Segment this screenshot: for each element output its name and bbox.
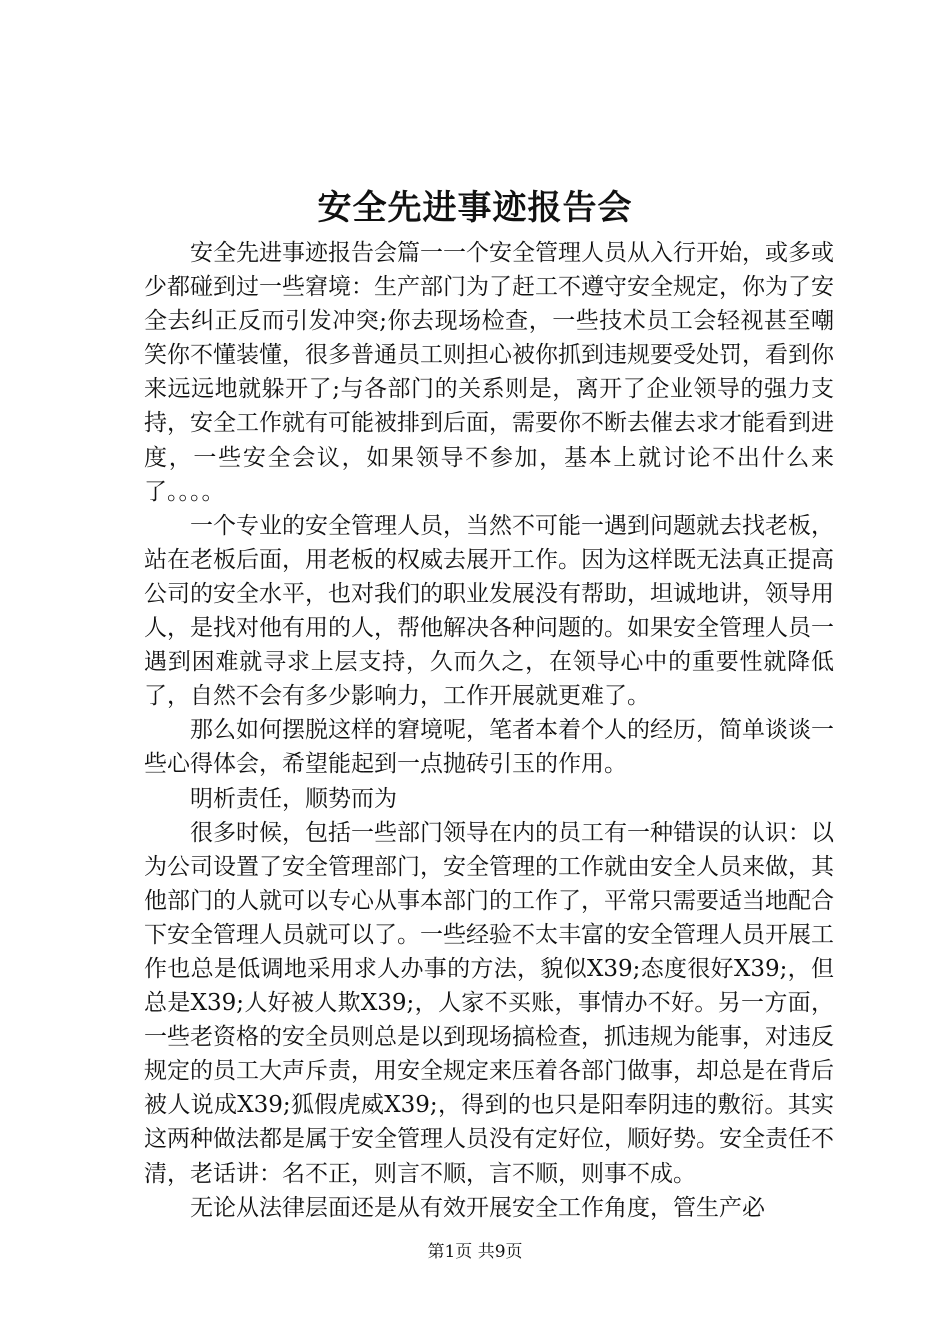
paragraph-continued: 无论从法律层面还是从有效开展安全工作角度，管生产必: [190, 1194, 765, 1221]
document-title: 安全先进事迹报告会: [317, 188, 633, 228]
paragraph-professional: 一个专业的安全管理人员，当然不可能一遇到问题就去找老板，站在老板后面，用老板的权威去展开工作。因为这样既无法真正提高公司的安全水平，也对我们的职业发展没有帮助，坦诚地讲，领导用人，是找对他有用的人，帮他解决各种问题的。如果安全管理人员一遇到困难就寻求上层支持，久而久之，在领导心中的重要性就降低了，自然不会有多少影响力，工作开展就更难了。: [144, 512, 834, 710]
page-footer: 第1页 共9页: [427, 1242, 523, 1262]
paragraph-responsibility: 很多时候，包括一些部门领导在内的员工有一种错误的认识：以为公司设置了安全管理部门，安全管理的工作就由安全人员来做，其他部门的人就可以专心从事本部门的工作了，平常只需要适当地配合下安全管理人员就可以了。一些经验不太丰富的安全管理人员开展工作也总是低调地采用求人办事的方法，貌似X39;态度很好X39;，但总是X39;人好被人欺X39;，人家不买账，事情办不好。另一方面，一些老资格的安全员则总是以到现场搞检查，抓违规为能事，对违反规定的员工大声斥责，用安全规定来压着各部门做事，却总是在背后被人说成X39;狐假虎威X39;，得到的也只是阳奉阴违的敷衍。其实这两种做法都是属于安全管理人员没有定好位，顺好势。安全责任不清，老话讲：名不正，则言不顺，言不顺，则事不成。: [144, 819, 834, 1187]
paragraph-how-to: 那么如何摆脱这样的窘境呢，笔者本着个人的经历，简单谈谈一些心得体会，希望能起到一点抛砖引玉的作用。: [144, 717, 834, 778]
section-heading: 明析责任，顺势而为: [190, 785, 397, 812]
document-body: [144, 236, 834, 1225]
paragraph-intro: 安全先进事迹报告会篇一一个安全管理人员从入行开始，或多或少都碰到过一些窘境：生产部门为了赶工不遵守安全规定，你为了安全去纠正反而引发冲突;你去现场检查，一些技术员工会轻视甚至嘲笑你不懂装懂，很多普通员工则担心被你抓到违规要受处罚，看到你来远远地就躲开了;与各部门的关系则是，离开了企业领导的强力支持，安全工作就有可能被排到后面，需要你不断去催去求才能看到进度，一些安全会议，如果领导不参加，基本上就讨论不出什么来了。。。。: [144, 240, 834, 505]
